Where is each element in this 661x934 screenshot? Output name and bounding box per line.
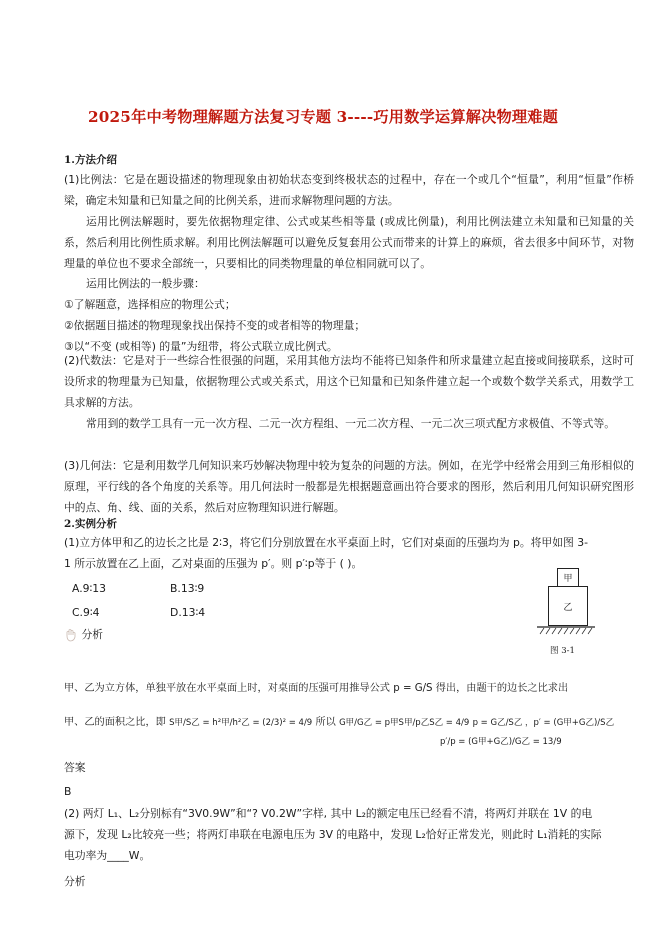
- step-2: ②依据题目描述的物理现象找出保持不变的或者相等的物理量；: [64, 319, 366, 332]
- figure-caption: 图 3-1: [550, 646, 575, 656]
- answer-value: B: [64, 785, 72, 798]
- analysis-label-1: 分析: [81, 628, 104, 641]
- option-a: A.9∶13: [72, 582, 107, 595]
- equation-pressure-ratio: p′/p = (G甲+G乙)/G乙 = 13/9: [440, 737, 562, 747]
- option-c: C.9∶4: [72, 606, 100, 619]
- option-b: B.13∶9: [170, 582, 205, 595]
- analysis-heading-1: [64, 627, 103, 642]
- equation-area-ratio: S甲/S乙 = h²甲/h²乙 = (2/3)² = 4/9: [169, 718, 313, 728]
- section-heading-method: 1.方法介绍: [64, 154, 117, 166]
- paragraph-geometry-method: (3)几何法：它是利用数学几何知识来巧妙解决物理中较为复杂的问题的方法。例如，在光学中经常会用到三角形相似的原理，平行线的各个角度的关系等。用几何法时一般都是先根据题意画出符合要求的图形，然后利用几何知识研究图形中的点、角、线、面的关系，然后对应物理知识进行解题。: [64, 459, 634, 514]
- block-yi: 乙: [548, 586, 588, 626]
- ground-hatching-icon: [537, 626, 595, 636]
- question2-line3: 电功率为____W。: [64, 849, 151, 862]
- block-jia: 甲: [557, 568, 579, 587]
- question1-line1: (1)立方体甲和乙的边长之比是 2∶3，将它们分别放置在水平桌面上时，它们对桌面的压强均为 p。将甲如图 3-: [64, 536, 589, 549]
- section-heading-examples: 2.实例分析: [64, 518, 117, 530]
- analysis-line-2-mid: 所以: [315, 717, 336, 728]
- equation-pressures: p = G乙/S乙 ，p′ = (G甲+G乙)/S乙: [472, 718, 615, 728]
- hand-icon: [64, 628, 78, 642]
- equation-weight-ratio: G甲/G乙 = p甲S甲/p乙S乙 = 4/9: [339, 718, 470, 728]
- analysis-line-2-start: 甲、乙的面积之比，即: [64, 717, 166, 728]
- analysis-heading-2: 分析: [64, 875, 86, 888]
- paragraph-math-tools: 常用到的数学工具有一元一次方程、二元一次方程组、一元二次方程、一元二次三项式配方求极值、不等式等。: [86, 417, 616, 430]
- steps-intro: 运用比例法的一般步骤：: [86, 277, 205, 290]
- paragraph-ratio-usage: 运用比例法解题时，要先依据物理定律、公式或某些相等量 (或成比例量)，利用比例法建立未知量和已知量的关系，然后利用比例性质求解。利用比例法解题可以避免反复套用公式而带来的计算上的麻烦，省去很多中间环节，对物理量的单位也不要求全部统一，只要相比的同类物理量的单位相同就可以了。: [64, 215, 634, 270]
- question1-line2: 1 所示放置在乙上面，乙对桌面的压强为 p′。则 p′∶p等于 ( )。: [64, 557, 363, 570]
- page-title: 2025年中考物理解题方法复习专题 3----巧用数学运算解决物理难题: [88, 108, 559, 126]
- step-3: ③以“不变 (或相等) 的量”为纽带，将公式联立成比例式。: [64, 340, 338, 353]
- paragraph-algebra-method: (2)代数法：它是对于一些综合性很强的问题，采用其他方法均不能将已知条件和所求量建立起直接或间接联系，这时可设所求的物理量为已知量，依据物理公式或关系式，用这个已知量和已知条件建立起一个或数个数学关系式，用数学工具求解的方法。: [64, 354, 634, 409]
- question2-line1: (2) 两灯 L₁、L₂分别标有“3V0.9W”和“? V0.2W”字样, 其中 L₂的额定电压已经看不清，将两灯并联在 1V 的电: [64, 807, 593, 820]
- answer-heading: 答案: [64, 761, 86, 774]
- paragraph-ratio-method: (1)比例法：它是在题设描述的物理现象由初始状态变到终极状态的过程中，存在一个或几个“恒量”，利用“恒量”作桥梁，确定未知量和已知量之间的比例关系，进而求解物理问题的方法。: [64, 173, 634, 207]
- question2-line2: 源下，发现 L₂比较亮一些；将两灯串联在电源电压为 3V 的电路中，发现 L₂恰好正常发光，则此时 L₁消耗的实际: [64, 828, 602, 841]
- analysis-line-1: 甲、乙为立方体，单独平放在水平桌面上时，对桌面的压强可用推导公式 p = G/S 得出，由题干的边长之比求出: [64, 683, 569, 694]
- option-d: D.13∶4: [170, 606, 206, 619]
- analysis-line-2: [64, 713, 614, 728]
- figure-3-1: [537, 564, 593, 654]
- step-1: ①了解题意，选择相应的物理公式；: [64, 298, 236, 311]
